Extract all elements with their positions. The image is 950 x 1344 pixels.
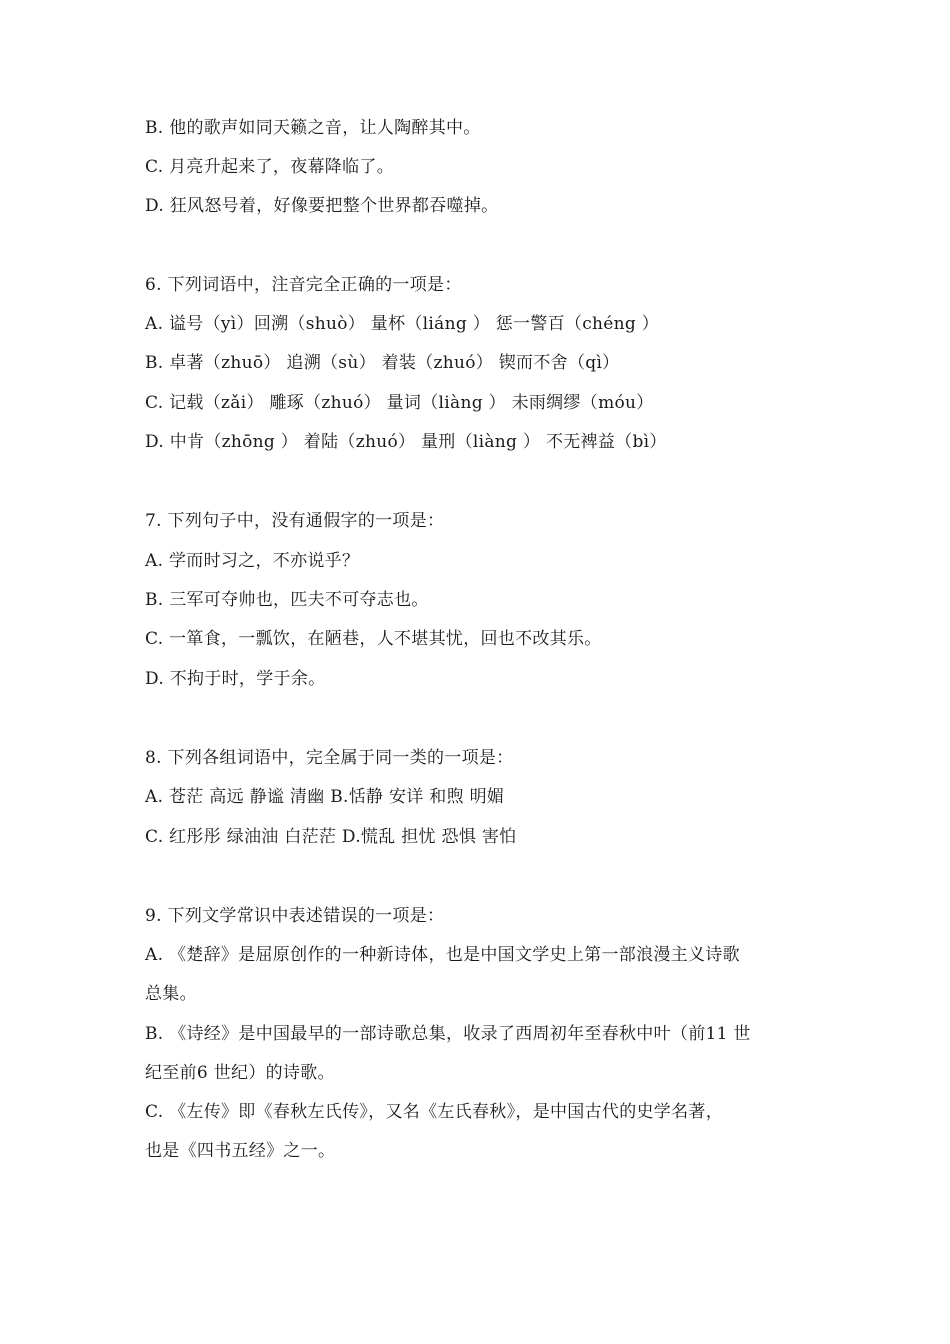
q9-option-b-line-1: B. 《诗经》是中国最早的一部诗歌总集，收录了西周初年至春秋中叶（前11 世 xyxy=(145,1024,751,1044)
q9-option-c-line-1: C. 《左传》即《春秋左氏传》，又名《左氏春秋》，是中国古代的史学名著， xyxy=(145,1102,724,1122)
q5-option-c: C. 月亮升起来了，夜幕降临了。 xyxy=(145,157,395,177)
q5-option-d: D. 狂风怒号着，好像要把整个世界都吞噬掉。 xyxy=(145,196,499,216)
q9-option-a-line-2: 总集。 xyxy=(145,984,197,1004)
q6-option-b: B. 卓著（zhuō） 追溯（sù） 着装（zhuó） 锲而不舍（qì） xyxy=(145,353,620,373)
q7-option-a: A. 学而时习之，不亦说乎？ xyxy=(145,551,360,571)
q9-option-b-line-2: 纪至前6 世纪）的诗歌。 xyxy=(145,1063,335,1083)
q8-stem: 8. 下列各组词语中，完全属于同一类的一项是： xyxy=(145,748,514,768)
q7-option-b: B. 三军可夺帅也，匹夫不可夺志也。 xyxy=(145,590,429,610)
q6-option-d: D. 中肯（zhōng ） 着陆（zhuó） 量刑（liàng ） 不无裨益（bì） xyxy=(145,432,667,452)
q5-option-b: B. 他的歌声如同天籁之音，让人陶醉其中。 xyxy=(145,118,481,138)
q9-option-c-line-2: 也是《四书五经》之一。 xyxy=(145,1141,336,1161)
q9-stem: 9. 下列文学常识中表述错误的一项是： xyxy=(145,906,445,926)
q6-option-c: C. 记载（zǎi） 雕琢（zhuó） 量词（liàng ） 未雨绸缪（móu） xyxy=(145,393,654,413)
q6-option-a: A. 谥号（yì）回溯（shuò） 量杯（liáng ） 惩一警百（chéng ） xyxy=(145,314,660,334)
q7-option-c: C. 一箪食，一瓢饮，在陋巷，人不堪其忧，回也不改其乐。 xyxy=(145,629,602,649)
q7-stem: 7. 下列句子中，没有通假字的一项是： xyxy=(145,511,445,531)
q7-option-d: D. 不拘于时，学于余。 xyxy=(145,669,326,689)
q9-option-a-line-1: A. 《楚辞》是屈原创作的一种新诗体，也是中国文学史上第一部浪漫主义诗歌 xyxy=(145,945,740,965)
q8-options-row-2: C. 红彤彤 绿油油 白茫茫 D.慌乱 担忧 恐惧 害怕 xyxy=(145,827,517,847)
q6-stem: 6. 下列词语中，注音完全正确的一项是： xyxy=(145,275,462,295)
q8-options-row-1: A. 苍茫 高远 静谧 清幽 B.恬静 安详 和煦 明媚 xyxy=(145,787,505,807)
